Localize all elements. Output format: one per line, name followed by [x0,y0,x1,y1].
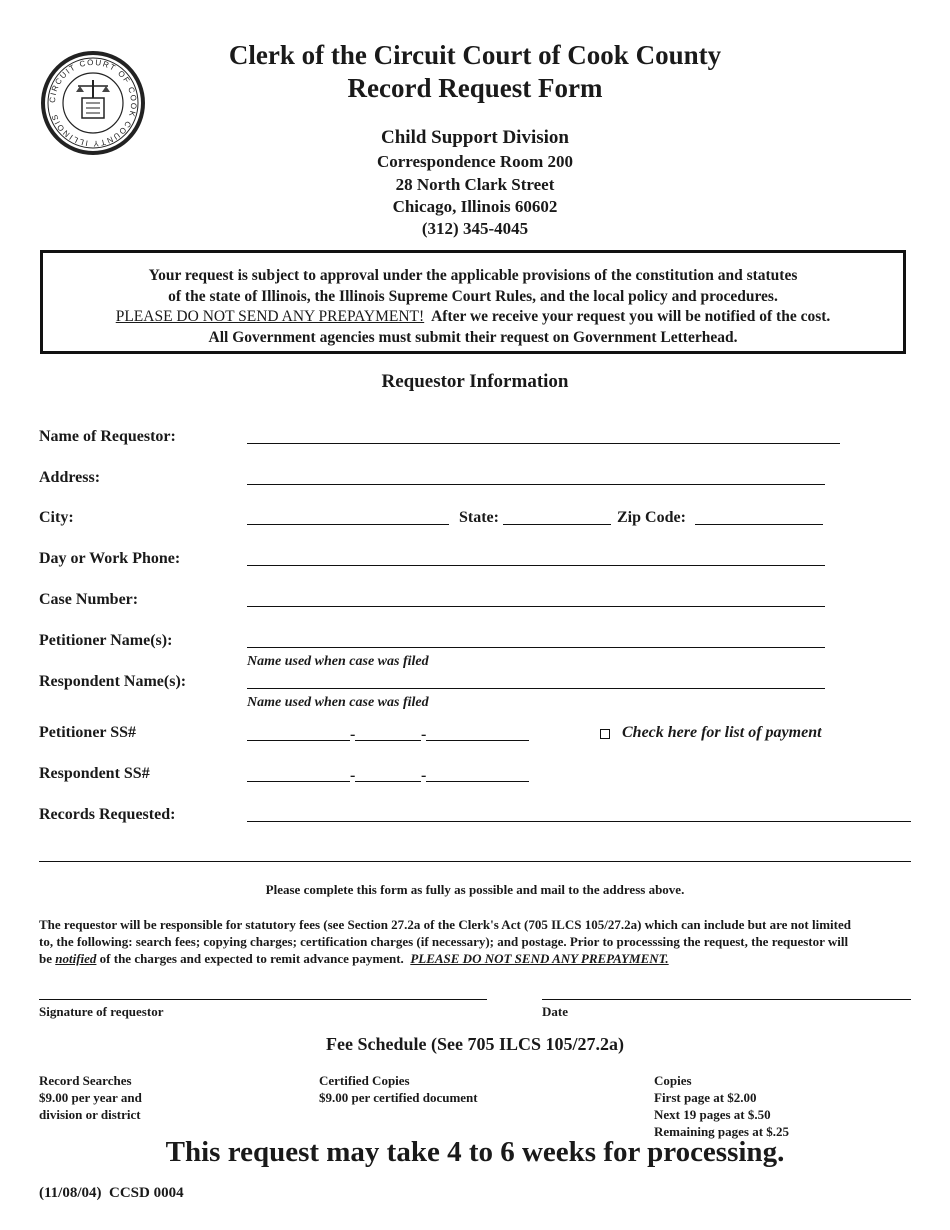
respondent-ss-label: Respondent SS# [39,765,150,782]
city-label: City: [39,509,74,526]
petitioner-ss-part3[interactable] [426,740,529,741]
state-label: State: [459,509,499,526]
petitioner-names-input-line[interactable] [247,647,825,648]
respondent-ss-part1[interactable] [247,781,350,782]
address-input-line[interactable] [247,484,825,485]
date-line[interactable] [542,999,911,1000]
payment-list-label: Check here for list of payment [622,724,822,741]
case-number-input-line[interactable] [247,606,825,607]
notice-line4: All Government agencies must submit their request on Government Letterhead. [208,328,738,346]
notice-line2: of the state of Illinois, the Illinois Supreme Court Rules, and the local policy and procedures. [168,287,778,305]
date-label: Date [542,1004,568,1019]
address-phone: (312) 345-4045 [421,219,529,238]
mail-instructions: Please complete this form as fully as possible and mail to the address above. [265,882,685,897]
notice-box [40,250,906,354]
notice-line1: Your request is subject to approval under the applicable provisions of the constitution and statutes [148,267,798,284]
records-requested-line1[interactable] [247,821,911,822]
zip-input-line[interactable] [695,524,823,525]
petitioner-ss-part1[interactable] [247,740,350,741]
signature-label: Signature of requestor [39,1004,164,1019]
processing-time-note: This request may take 4 to 6 weeks for processing. [165,1136,785,1168]
fee-copies: Copies First page at $2.00 Next 19 pages at $.50 Remaining pages at $.25 [654,1073,790,1139]
form-title-line1: Clerk of the Circuit Court of Cook County [228,40,722,70]
name-label: Name of Requestor: [39,428,176,445]
phone-input-line[interactable] [247,565,825,566]
city-input-line[interactable] [247,524,449,525]
address-label: Address: [39,469,101,486]
fee-schedule-title: Fee Schedule (See 705 ILCS 105/27.2a) [326,1034,624,1054]
respondent-ss-part2[interactable] [355,781,421,782]
fee-certified-copies: Certified Copies $9.00 per certified document [319,1073,478,1105]
phone-label: Day or Work Phone: [39,550,181,567]
petitioner-name-hint: Name used when case was filed [247,654,429,669]
payment-list-checkbox[interactable] [600,726,610,744]
respondent-ss-part3[interactable] [426,781,529,782]
svg-text:CIRCUIT COURT OF COOK COUNTY I: CIRCUIT COURT OF COOK COUNTY ILLINOIS [47,57,139,149]
section-title: Requestor Information [381,371,569,392]
form-id: (11/08/04) CCSD 0004 [39,1185,184,1201]
name-input-line[interactable] [247,443,840,444]
fee-responsibility-paragraph: The requestor will be responsible for statutory fees (see Section 27.2a of the Clerk's Act (705 ILCS 105/27.2a) which can include but are not limited to, the following: search fees; copying charges; certification charges (if necessary); and postage. Prior to processsing the request, the requestor will be notified of the charges and expected to remit advance payment. PLEASE DO NOT SEND ANY PREPAYMENT. [39,917,851,966]
state-input-line[interactable] [503,524,611,525]
notice-line3: PLEASE DO NOT SEND ANY PREPAYMENT! After we receive your request you will be notified of the cost. [115,308,831,325]
respondent-names-label: Respondent Name(s): [39,673,187,690]
notified-emphasis: notified [55,951,97,966]
respondent-name-hint: Name used when case was filed [247,695,429,710]
prepayment-warning-footer: PLEASE DO NOT SEND ANY PREPAYMENT. [410,951,669,966]
fee-record-searches: Record Searches $9.00 per year and division or district [39,1073,142,1122]
respondent-names-input-line[interactable] [247,688,825,689]
records-requested-label: Records Requested: [39,806,176,823]
checkbox-icon[interactable] [600,729,610,739]
records-requested-line2[interactable] [39,861,911,862]
ss-dash: - [350,767,356,784]
signature-line[interactable] [39,999,487,1000]
ss-dash: - [421,767,427,784]
petitioner-ss-label: Petitioner SS# [39,724,137,741]
address-room: Correspondence Room 200 [376,152,574,171]
ss-dash: - [421,726,427,743]
case-number-label: Case Number: [39,591,139,608]
address-street: 28 North Clark Street [395,175,555,194]
ss-dash: - [350,726,356,743]
form-title-line2: Record Request Form [347,73,603,103]
zip-label: Zip Code: [617,509,686,526]
petitioner-ss-part2[interactable] [355,740,421,741]
prepayment-warning: PLEASE DO NOT SEND ANY PREPAYMENT! [115,308,425,325]
petitioner-names-label: Petitioner Name(s): [39,632,173,649]
division-name: Child Support Division [381,127,569,148]
address-city: Chicago, Illinois 60602 [392,197,558,216]
